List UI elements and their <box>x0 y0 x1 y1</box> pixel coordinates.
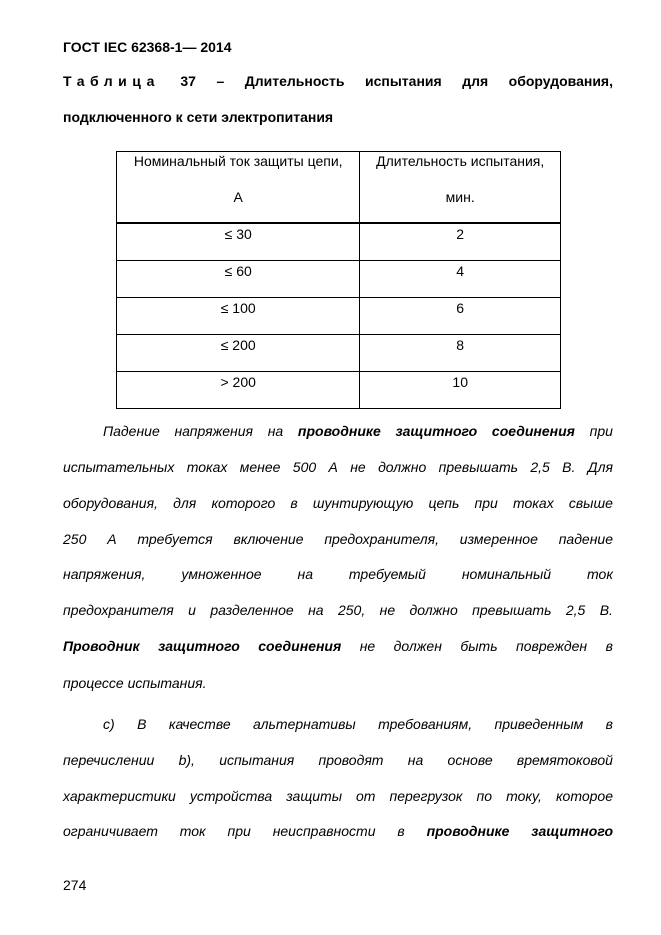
paragraph-line: процессе испытания. <box>63 675 207 691</box>
word: которое <box>555 788 613 804</box>
word: c) <box>103 716 115 732</box>
word: в <box>605 638 613 654</box>
paragraph-line <box>63 823 613 839</box>
paragraph-line <box>63 495 613 511</box>
cell-current: ≤ 30 <box>117 223 360 260</box>
word: Для <box>587 459 613 475</box>
term-bold-word: проводнике <box>297 423 381 439</box>
table-caption-line1 <box>63 73 613 89</box>
word: току, <box>506 788 542 804</box>
term-bold-word: защитного <box>395 423 478 439</box>
cell-current: ≤ 200 <box>117 334 360 371</box>
word: 250, <box>337 602 366 618</box>
word: в <box>290 495 298 511</box>
word: для <box>173 495 197 511</box>
word: свыше <box>568 495 613 511</box>
word: умноженное <box>181 566 262 582</box>
paragraph-line <box>103 423 613 439</box>
word: токах <box>513 495 554 511</box>
word: защиты <box>286 788 342 804</box>
table-caption-line2: подключенного к сети электропитания <box>63 109 334 125</box>
term-bold-word: Проводник <box>63 638 140 654</box>
word: 2,5 <box>565 602 586 618</box>
word: А <box>107 531 117 547</box>
word: при <box>227 823 251 839</box>
caption-word: испытания <box>365 73 442 89</box>
word: в <box>397 823 405 839</box>
word: b), <box>178 752 195 768</box>
word: приведенным <box>494 716 584 732</box>
word: не <box>379 602 396 618</box>
word: включение <box>233 531 304 547</box>
word: на <box>407 752 424 768</box>
table-row <box>117 297 561 334</box>
word: при <box>474 495 498 511</box>
word: перечислении <box>63 752 155 768</box>
word: В. <box>562 459 576 475</box>
word: времятоковой <box>516 752 613 768</box>
word: ограничивает <box>63 823 158 839</box>
table-row <box>117 223 561 260</box>
word: должно <box>409 602 458 618</box>
cell-duration: 4 <box>360 260 561 297</box>
cell-duration: 8 <box>360 334 561 371</box>
table-header-row <box>117 152 561 224</box>
word: напряжения, <box>63 566 146 582</box>
cell-duration: 2 <box>360 223 561 260</box>
word: менее <box>239 459 281 475</box>
word: по <box>476 788 493 804</box>
term-bold-word: защитного <box>158 638 240 654</box>
cell-current: ≤ 100 <box>117 297 360 334</box>
term-bold-word: соединения <box>258 638 342 654</box>
paragraph-line <box>63 531 613 547</box>
word: должен <box>393 638 442 654</box>
word: альтернативы <box>253 716 356 732</box>
word: которого <box>211 495 276 511</box>
word: 500 <box>292 459 317 475</box>
term-bold-word: соединения <box>491 423 575 439</box>
word: и <box>188 602 196 618</box>
word: цепь <box>428 495 460 511</box>
word: напряжения <box>174 423 253 439</box>
caption-word: оборудования, <box>508 73 613 89</box>
word: предохранителя <box>63 602 174 618</box>
header-cell-current: Номинальный ток защиты цепи, А <box>117 152 360 224</box>
paragraph-line <box>63 752 613 768</box>
word: требованиям, <box>378 716 473 732</box>
document-header: ГОСТ IEC 62368-1— 2014 <box>63 39 232 55</box>
cell-duration: 10 <box>360 371 561 408</box>
page-number: 274 <box>63 877 87 893</box>
word: токах <box>186 459 228 475</box>
word: качестве <box>168 716 231 732</box>
word: от <box>356 788 376 804</box>
test-duration-table <box>116 151 561 409</box>
term-bold-word: защитного <box>531 823 613 839</box>
word: при <box>589 423 613 439</box>
word: неисправности <box>272 823 376 839</box>
caption-dash: – <box>216 73 225 89</box>
word: на <box>297 566 313 582</box>
word: поврежден <box>516 638 588 654</box>
word: измеренное <box>459 531 538 547</box>
caption-word: Длительность <box>244 73 345 89</box>
paragraph-line <box>103 716 613 732</box>
word: устройства <box>189 788 273 804</box>
word: ток <box>587 566 613 582</box>
word: 250 <box>63 531 87 547</box>
word: А <box>328 459 338 475</box>
word: требуемый <box>348 566 426 582</box>
word: перегрузок <box>389 788 463 804</box>
word: Падение <box>103 423 160 439</box>
word: основе <box>447 752 493 768</box>
table-row <box>117 260 561 297</box>
word: на <box>308 602 324 618</box>
word: на <box>267 423 284 439</box>
word: разделенное <box>210 602 294 618</box>
word: требуется <box>137 531 213 547</box>
word: оборудования, <box>63 495 158 511</box>
word: В <box>137 716 147 732</box>
word: испытательных <box>63 459 175 475</box>
caption-label: Таблица <box>63 73 160 89</box>
word: 2,5 <box>530 459 550 475</box>
header-cell-duration: Длительность испытания, мин. <box>360 152 561 224</box>
word: испытания <box>219 752 295 768</box>
word: должно <box>378 459 427 475</box>
word: шунтирующую <box>312 495 414 511</box>
paragraph-line <box>63 638 613 654</box>
paragraph-line <box>63 788 613 804</box>
word: предохранителя, <box>324 531 439 547</box>
paragraph-line <box>63 566 613 582</box>
paragraph-line <box>63 459 613 475</box>
caption-number: 37 <box>180 73 196 89</box>
cell-duration: 6 <box>360 297 561 334</box>
word: не <box>359 638 376 654</box>
word: В. <box>599 602 613 618</box>
table-row <box>117 371 561 408</box>
word: проводят <box>318 752 384 768</box>
word: превышать <box>472 602 552 618</box>
word: характеристики <box>63 788 176 804</box>
term-bold-word: проводнике <box>426 823 510 839</box>
word: быть <box>460 638 498 654</box>
word: в <box>605 716 613 732</box>
word: номинальный <box>461 566 552 582</box>
cell-current: ≤ 60 <box>117 260 360 297</box>
word: не <box>350 459 366 475</box>
word: превышать <box>438 459 518 475</box>
word: ток <box>179 823 206 839</box>
caption-word: для <box>462 73 489 89</box>
paragraph-line <box>63 602 613 618</box>
cell-current: > 200 <box>117 371 360 408</box>
word: падение <box>558 531 613 547</box>
table-row <box>117 334 561 371</box>
